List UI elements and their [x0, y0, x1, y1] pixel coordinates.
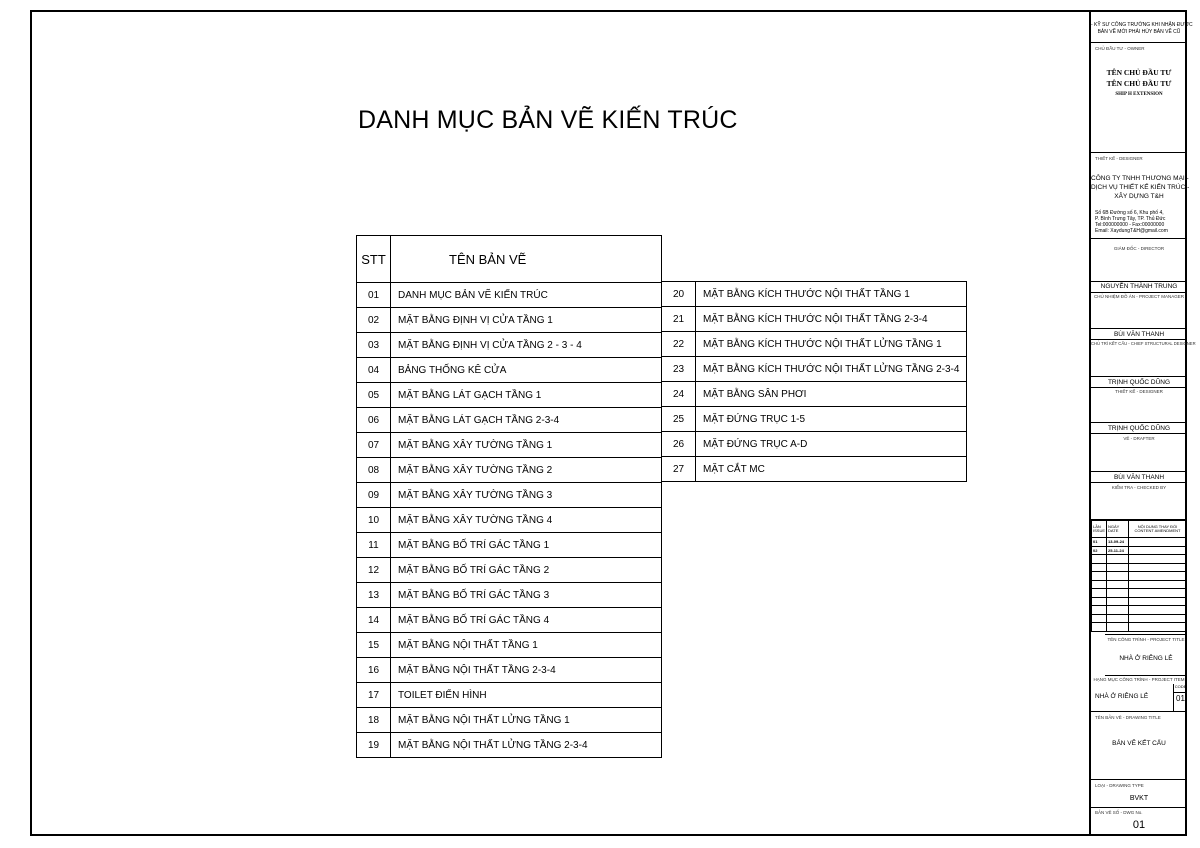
- revision-row: [1092, 555, 1187, 564]
- revision-content: [1129, 580, 1187, 589]
- director-name-row: [1091, 282, 1187, 293]
- drawing-number: 19: [357, 733, 391, 758]
- drawing-name: TOILET ĐIỂN HÌNH: [391, 683, 662, 708]
- drawing-name: MẶT BẰNG BỐ TRÍ GÁC TẦNG 2: [391, 558, 662, 583]
- note-line-1: - KỸ SƯ CÔNG TRƯỜNG KHI NHẬN ĐƯỢC: [1091, 22, 1193, 28]
- table-row: [662, 457, 967, 482]
- drawing-name: MẶT BẰNG XÂY TƯỜNG TẦNG 1: [391, 433, 662, 458]
- revision-content: [1129, 563, 1187, 572]
- table-row: [357, 383, 662, 408]
- drawing-name: MẶT BẰNG XÂY TƯỜNG TẦNG 4: [391, 508, 662, 533]
- table-row: [662, 432, 967, 457]
- drafter-name-row: [1091, 472, 1187, 483]
- table-row: [357, 408, 662, 433]
- design-name: TRỊNH QUỐC DŨNG: [1107, 425, 1171, 432]
- revision-content: [1129, 572, 1187, 581]
- drawing-name: MẶT ĐỨNG TRỤC A-D: [696, 432, 967, 457]
- struct-section: [1091, 340, 1196, 377]
- revision-issue: [1092, 597, 1107, 606]
- dwg-title-caption: TÊN BẢN VẼ - DRAWING TITLE: [1095, 715, 1161, 720]
- revision-issue: [1092, 623, 1107, 632]
- revision-date: [1107, 614, 1129, 623]
- drawing-number: 09: [357, 483, 391, 508]
- pm-name: BÙI VĂN THANH: [1113, 331, 1165, 338]
- revision-date: [1107, 572, 1129, 581]
- drawing-name: MẶT BẰNG NỘI THẤT TẦNG 2-3-4: [391, 658, 662, 683]
- drawing-name: MẶT ĐỨNG TRỤC 1-5: [696, 407, 967, 432]
- director-section: [1091, 239, 1187, 282]
- rev-header-issue: LẦN ISSUE: [1092, 521, 1107, 538]
- drawing-name: MẶT BẰNG KÍCH THƯỚC NỘI THẤT TẦNG 2-3-4: [696, 307, 967, 332]
- drafter-name: BÙI VĂN THANH: [1113, 474, 1165, 481]
- table-row: [662, 307, 967, 332]
- revision-date: [1107, 589, 1129, 598]
- owner-name-2: TÊN CHỦ ĐẦU TƯ: [1106, 79, 1172, 88]
- address-line-1: Số 6B Đường số 6, Khu phố 4,: [1095, 210, 1164, 216]
- drawing-name: MẶT BẰNG XÂY TƯỜNG TẦNG 2: [391, 458, 662, 483]
- revision-row: [1092, 572, 1187, 581]
- revision-content: [1129, 538, 1187, 547]
- drawing-number: 10: [357, 508, 391, 533]
- drawing-number: 13: [357, 583, 391, 608]
- drawing-number: 08: [357, 458, 391, 483]
- drawing-number: 01: [357, 283, 391, 308]
- drawing-name: MẶT BẰNG NỘI THẤT LỬNG TẦNG 2-3-4: [391, 733, 662, 758]
- dwg-title-section: [1091, 712, 1187, 780]
- director-name: NGUYỄN THÀNH TRUNG: [1100, 283, 1178, 290]
- drawing-name: MẶT BẰNG BỐ TRÍ GÁC TẦNG 4: [391, 608, 662, 633]
- dwgno-value: 01: [1132, 819, 1146, 831]
- revision-row: [1092, 589, 1187, 598]
- design-section: [1091, 388, 1187, 423]
- revision-date: 25-11-24: [1107, 546, 1129, 555]
- table-row: [662, 282, 967, 307]
- revision-date: [1107, 563, 1129, 572]
- drawing-number: 12: [357, 558, 391, 583]
- type-caption: LOẠI - DRAWING TYPE: [1095, 783, 1144, 788]
- revision-row: [1092, 546, 1187, 555]
- table-row: [357, 658, 662, 683]
- drawing-number: 05: [357, 383, 391, 408]
- designer-section: [1091, 153, 1190, 239]
- rev-header-date: NGÀY DATE: [1107, 521, 1129, 538]
- revision-issue: [1092, 563, 1107, 572]
- revision-issue: 02: [1092, 546, 1107, 555]
- revision-date: [1107, 555, 1129, 564]
- drawing-name: MẶT BẰNG LÁT GẠCH TẦNG 2-3-4: [391, 408, 662, 433]
- item-section: [1091, 676, 1187, 712]
- item-caption: HẠNG MỤC CÔNG TRÌNH - PROJECT ITEM: [1093, 677, 1185, 682]
- drawing-number: 07: [357, 433, 391, 458]
- revision-issue: [1092, 614, 1107, 623]
- dwg-title: BẢN VẼ KẾT CẤU: [1112, 740, 1166, 747]
- revision-row: [1092, 614, 1187, 623]
- revision-issue: [1092, 589, 1107, 598]
- item-name: NHÀ Ở RIÊNG LẺ: [1095, 693, 1149, 700]
- checked-caption: KIỂM TRA - CHECKED BY: [1111, 485, 1167, 490]
- drawing-name: DANH MỤC BẢN VẼ KIẾN TRÚC: [391, 283, 662, 308]
- revision-content: [1129, 623, 1187, 632]
- table-row: [357, 308, 662, 333]
- drawing-name: MẶT BẰNG NỘI THẤT LỬNG TẦNG 1: [391, 708, 662, 733]
- drawing-name: MẶT CẮT MC: [696, 457, 967, 482]
- drawing-list-table-right: [661, 281, 967, 482]
- revision-row: [1092, 580, 1187, 589]
- address-line-2: P. Bình Trưng Tây, TP. Thủ Đức: [1095, 216, 1166, 222]
- table-row: [357, 483, 662, 508]
- title-block: [1089, 12, 1196, 834]
- table-row: [357, 708, 662, 733]
- drawing-number: 27: [662, 457, 696, 482]
- table-row: [357, 608, 662, 633]
- table-row: [357, 633, 662, 658]
- project-name: NHÀ Ở RIÊNG LẺ: [1119, 655, 1173, 662]
- revision-row: [1092, 563, 1187, 572]
- drawing-name: MẶT BẰNG NỘI THẤT TẦNG 1: [391, 633, 662, 658]
- phone-fax: Tel:000000000 - Fax:00000000: [1095, 222, 1165, 228]
- owner-name-3: SHIP H EXTENSION: [1115, 92, 1163, 97]
- table-row: [662, 332, 967, 357]
- table-row: [357, 583, 662, 608]
- revision-issue: [1092, 606, 1107, 615]
- revision-header-row: [1092, 521, 1187, 538]
- project-section: [1105, 634, 1187, 676]
- pm-section: [1091, 293, 1187, 329]
- header-stt: STT: [357, 236, 391, 283]
- revision-issue: [1092, 580, 1107, 589]
- design-name-row: [1091, 423, 1187, 434]
- page-title: DANH MỤC BẢN VẼ KIẾN TRÚC: [358, 106, 738, 134]
- revision-issue: 01: [1092, 538, 1107, 547]
- struct-name-row: [1091, 377, 1187, 388]
- drawing-number: 24: [662, 382, 696, 407]
- struct-name: TRỊNH QUỐC DŨNG: [1107, 379, 1171, 386]
- company-line-3: XÂY DỰNG T&H: [1114, 193, 1164, 200]
- drawing-list-table-left: [356, 235, 662, 758]
- revision-row: [1092, 538, 1187, 547]
- drawing-name: MẶT BẰNG ĐỊNH VỊ CỬA TẦNG 1: [391, 308, 662, 333]
- drafter-caption: VẼ - DRAFTER: [1123, 436, 1155, 441]
- type-section: [1091, 780, 1187, 808]
- owner-caption: CHỦ ĐẦU TƯ - OWNER: [1095, 46, 1145, 51]
- drawing-number: 02: [357, 308, 391, 333]
- pm-name-row: [1091, 329, 1187, 340]
- dwgno-caption: BẢN VẼ SỐ - DWG No.: [1095, 810, 1143, 815]
- code-box: [1173, 684, 1187, 712]
- table-row: [662, 382, 967, 407]
- drawing-number: 20: [662, 282, 696, 307]
- table-row: [357, 533, 662, 558]
- owner-section: [1091, 43, 1187, 153]
- drawing-number: 06: [357, 408, 391, 433]
- revision-content: [1129, 555, 1187, 564]
- drawing-number: 25: [662, 407, 696, 432]
- table-row: [357, 508, 662, 533]
- drawing-name: BẢNG THỐNG KÊ CỬA: [391, 358, 662, 383]
- company-line-1: CÔNG TY TNHH THƯƠNG MẠI -: [1091, 175, 1189, 182]
- dwgno-section: [1091, 808, 1187, 834]
- pm-caption: CHỦ NHIỆM ĐỒ ÁN - PROJECT MANAGER: [1094, 294, 1184, 299]
- drafter-section: [1091, 434, 1187, 472]
- code-value: 01: [1176, 694, 1185, 703]
- revision-date: [1107, 580, 1129, 589]
- drawing-name: MẶT BẰNG BỐ TRÍ GÁC TẦNG 1: [391, 533, 662, 558]
- revision-content: [1129, 589, 1187, 598]
- table-row: [357, 333, 662, 358]
- drawing-number: 17: [357, 683, 391, 708]
- revision-content: [1129, 597, 1187, 606]
- code-caption: CODE: [1174, 684, 1187, 693]
- struct-caption: CHỦ TRÌ KẾT CẤU - CHIEF STRUCTURAL DESIGNER: [1091, 341, 1196, 346]
- revision-row: [1092, 606, 1187, 615]
- drawing-number: 03: [357, 333, 391, 358]
- drawing-number: 16: [357, 658, 391, 683]
- drawing-number: 15: [357, 633, 391, 658]
- note-line-2: BẢN VẼ MỚI PHẢI HỦY BẢN VẼ CŨ: [1097, 29, 1181, 35]
- header-drawing-name: TÊN BẢN VẼ: [391, 236, 662, 283]
- owner-name-1: TÊN CHỦ ĐẦU TƯ: [1106, 68, 1172, 77]
- drawing-number: 04: [357, 358, 391, 383]
- project-caption: TÊN CÔNG TRÌNH - PROJECT TITLE: [1107, 637, 1185, 642]
- drawing-name: MẶT BẰNG ĐỊNH VỊ CỬA TẦNG 2 - 3 - 4: [391, 333, 662, 358]
- drawing-name: MẶT BẰNG BỐ TRÍ GÁC TẦNG 3: [391, 583, 662, 608]
- director-caption: GIÁM ĐỐC - DIRECTOR: [1113, 246, 1165, 251]
- drawing-number: 18: [357, 708, 391, 733]
- revision-row: [1092, 623, 1187, 632]
- drawing-number: 26: [662, 432, 696, 457]
- drawing-name: MẶT BẰNG KÍCH THƯỚC NỘI THẤT TẦNG 1: [696, 282, 967, 307]
- drawing-name: MẶT BẰNG SÂN PHƠI: [696, 382, 967, 407]
- drawing-number: 23: [662, 357, 696, 382]
- table-row: [357, 433, 662, 458]
- drawing-number: 21: [662, 307, 696, 332]
- drawing-name: MẶT BẰNG KÍCH THƯỚC NỘI THẤT LỬNG TẦNG 2-3-4: [696, 357, 967, 382]
- table-row: [357, 683, 662, 708]
- revision-date: [1107, 597, 1129, 606]
- type-value: BVKT: [1129, 795, 1149, 802]
- drawing-name: MẶT BẰNG LÁT GẠCH TẦNG 1: [391, 383, 662, 408]
- email: Email: XaydungT&H@gmail.com: [1095, 228, 1168, 234]
- revision-issue: [1092, 555, 1107, 564]
- designer-caption: THIẾT KẾ - DESIGNER: [1095, 156, 1143, 161]
- revision-table: [1091, 520, 1187, 632]
- table-row: [357, 458, 662, 483]
- revision-date: [1107, 623, 1129, 632]
- revision-issue: [1092, 572, 1107, 581]
- table-row: [662, 357, 967, 382]
- revision-date: [1107, 606, 1129, 615]
- drawing-number: 22: [662, 332, 696, 357]
- drawing-number: 14: [357, 608, 391, 633]
- design-caption: THIẾT KẾ - DESIGNER: [1115, 389, 1163, 394]
- revision-content: [1129, 606, 1187, 615]
- company-line-2: DỊCH VỤ THIẾT KẾ KIẾN TRÚC -: [1091, 184, 1190, 191]
- table-row: [662, 407, 967, 432]
- table-header-row: [357, 236, 662, 283]
- note-section: [1091, 12, 1193, 43]
- revision-content: [1129, 614, 1187, 623]
- drawing-name: MẶT BẰNG XÂY TƯỜNG TẦNG 3: [391, 483, 662, 508]
- revision-row: [1092, 597, 1187, 606]
- checked-section: [1091, 483, 1187, 520]
- table-row: [357, 283, 662, 308]
- drawing-number: 11: [357, 533, 391, 558]
- table-row: [357, 733, 662, 758]
- drawing-name: MẶT BẰNG KÍCH THƯỚC NỘI THẤT LỬNG TẦNG 1: [696, 332, 967, 357]
- table-row: [357, 358, 662, 383]
- rev-header-content: NỘI DUNG THAY ĐỔI CONTENT AMENDMENT: [1129, 521, 1187, 538]
- revision-content: [1129, 546, 1187, 555]
- table-row: [357, 558, 662, 583]
- revision-date: 13-09-24: [1107, 538, 1129, 547]
